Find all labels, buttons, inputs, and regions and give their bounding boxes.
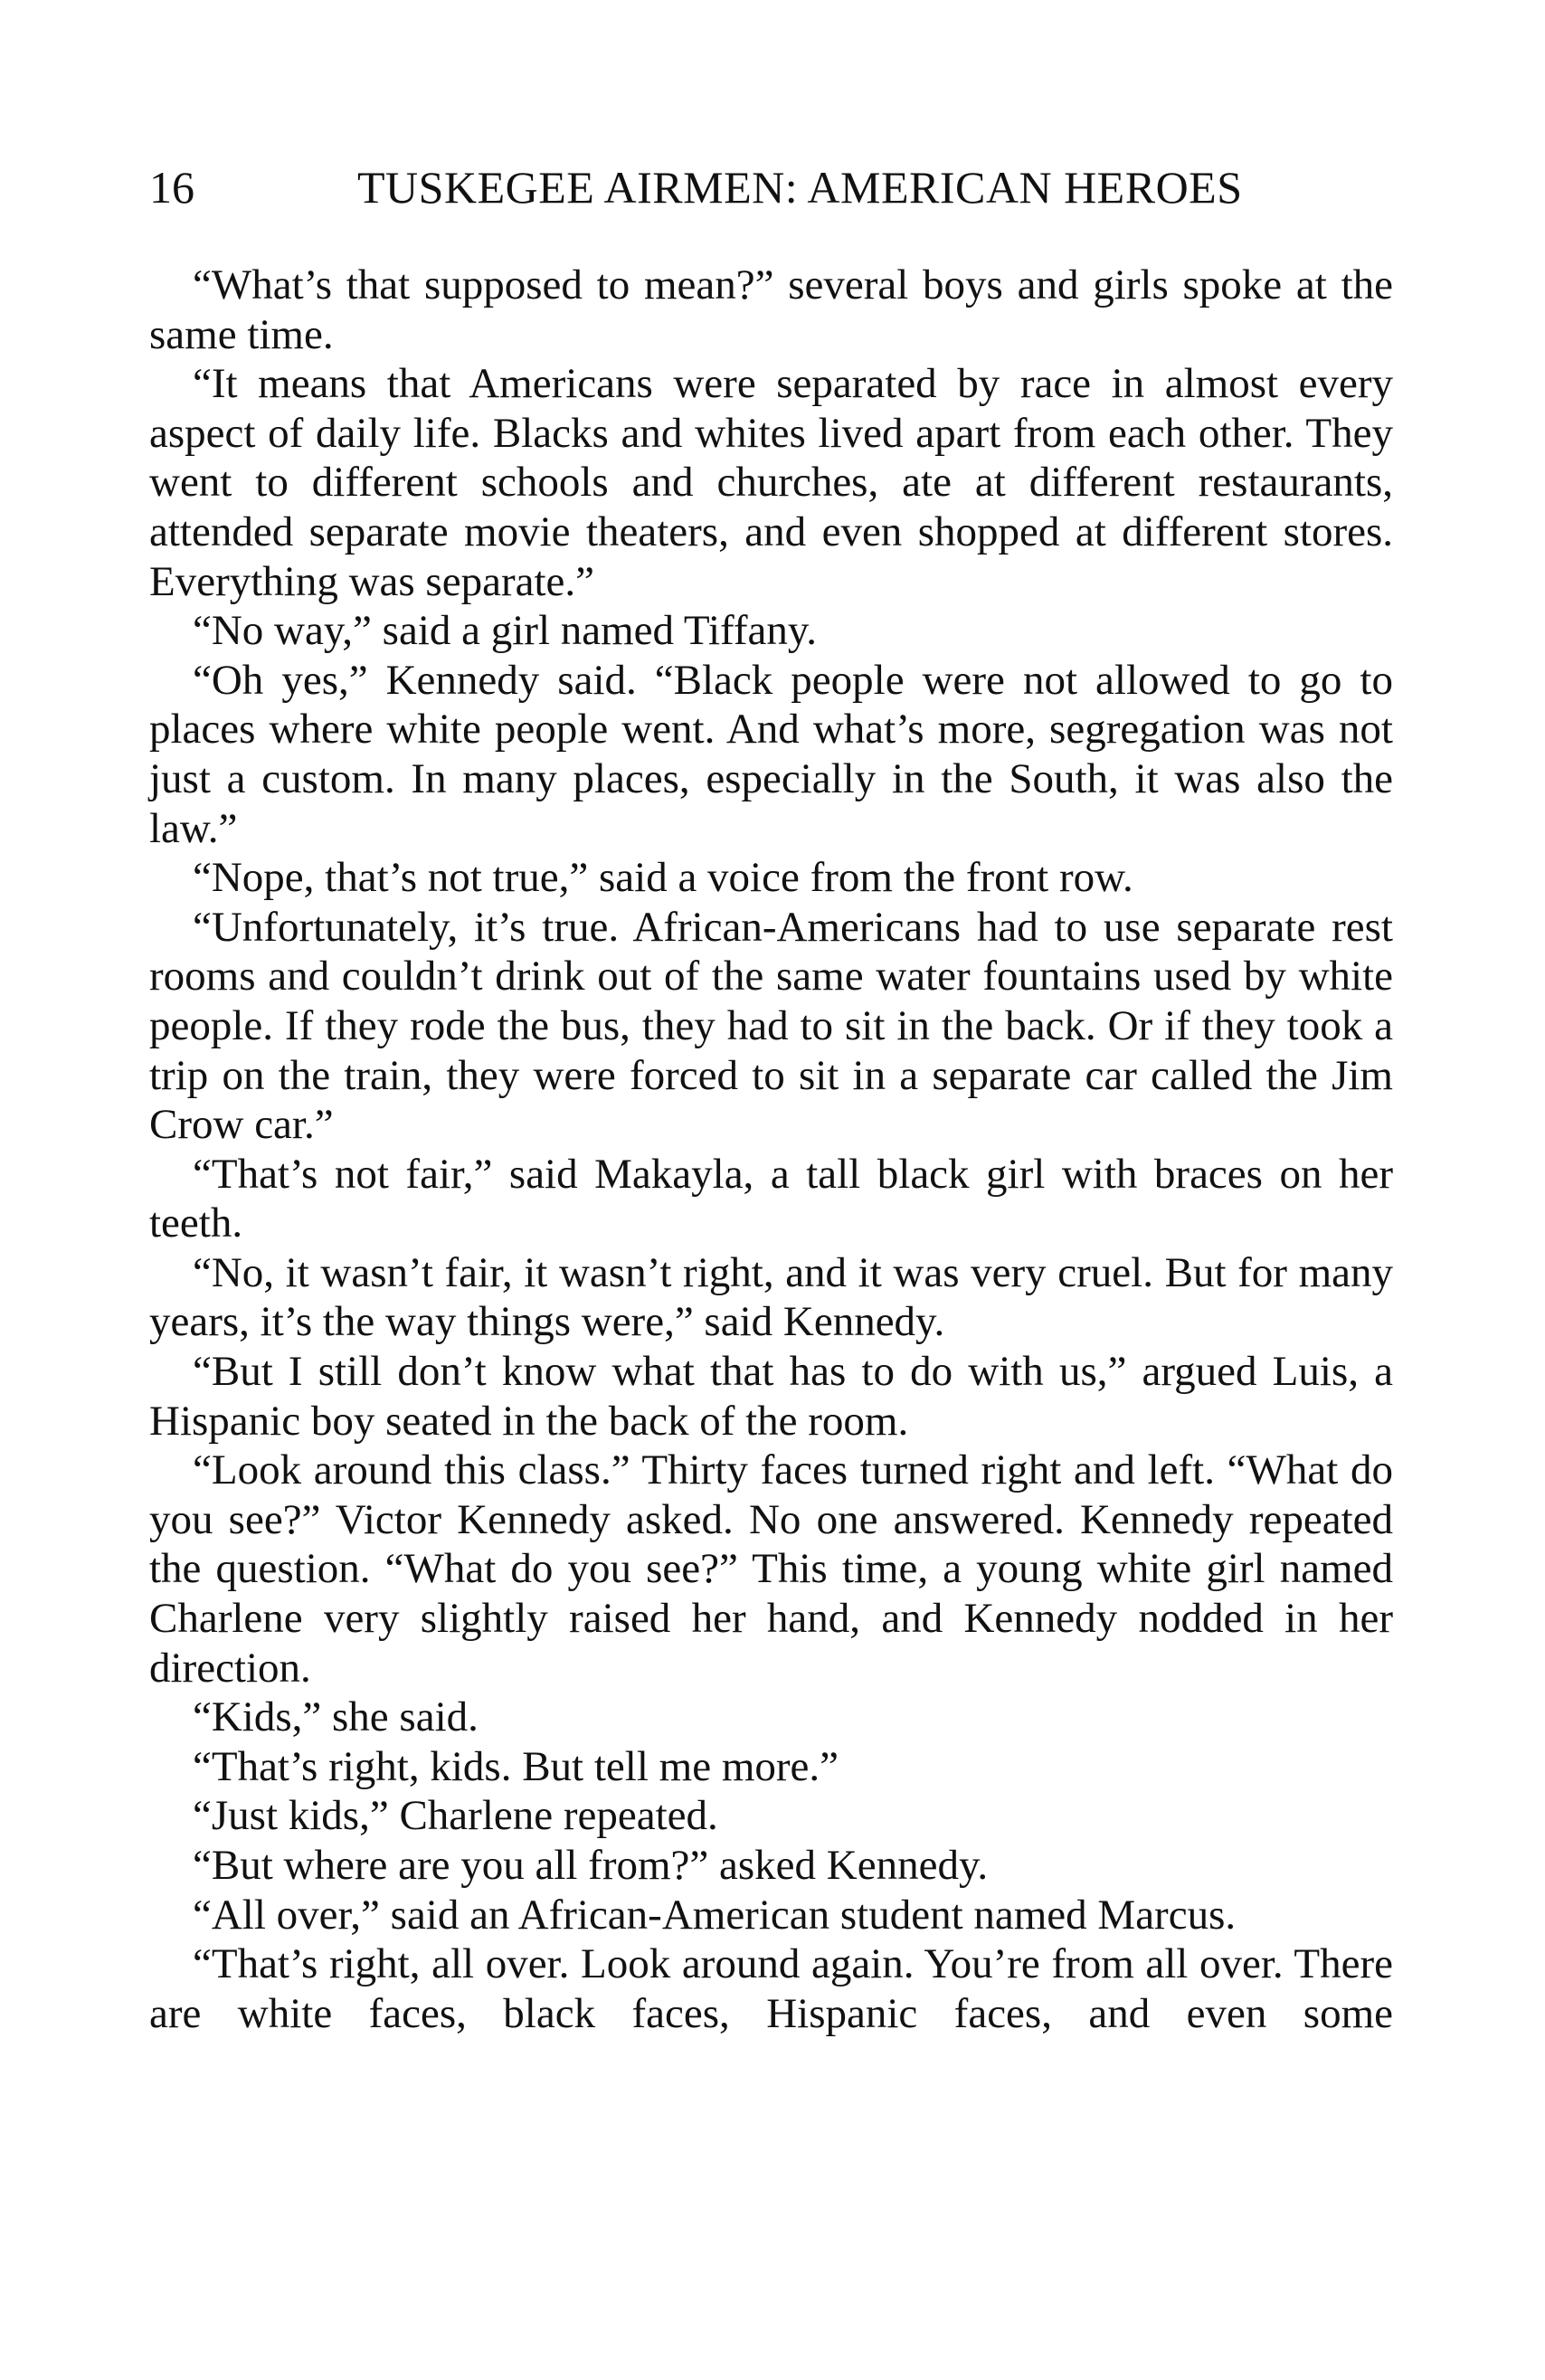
paragraph: “It means that Americans were separated by race in almost every aspect of daily life. Blacks and whites lived apart from each other. They went to different schools and churches, ate at different restaurants, attended separate movie theaters, and even shopped at different stores. Everything was separate.” <box>149 360 1393 605</box>
paragraph: “Nope, that’s not true,” said a voice from the front row. <box>193 854 1133 902</box>
book-title: TUSKEGEE AIRMEN: AMERICAN HEROES <box>357 162 1243 213</box>
paragraph: “All over,” said an African-American student named Marcus. <box>193 1891 1237 1939</box>
paragraph: “That’s right, kids. But tell me more.” <box>193 1742 839 1790</box>
paragraph: “Just kids,” Charlene repeated. <box>193 1792 718 1840</box>
paragraph: “That’s not fair,” said Makayla, a tall black girl with braces on her teeth. <box>149 1150 1393 1247</box>
paragraph: “Look around this class.” Thirty faces turned right and left. “What do you see?” Victor Kennedy asked. No one answered. Kennedy repeated the question. “What do you see?” This time, a young white girl named Charlene very slightly raised her hand, and Kennedy nodded in her direction. <box>149 1446 1393 1692</box>
paragraph: “But I still don’t know what that has to do with us,” argued Luis, a Hispanic boy seated in the back of the room. <box>149 1348 1393 1445</box>
paragraph-continued: “That’s right, all over. Look around again. You’re from all over. There are white faces, black faces, Hispanic faces, and even some <box>149 1940 1393 2037</box>
paragraph: “No way,” said a girl named Tiffany. <box>193 607 818 655</box>
paragraph: “No, it wasn’t fair, it wasn’t right, and it was very cruel. But for many years, it’s the way things were,” said Kennedy. <box>149 1248 1393 1346</box>
paragraph: “Kids,” she said. <box>193 1693 479 1741</box>
body-text <box>149 261 1393 2038</box>
paragraph: “But where are you all from?” asked Kennedy. <box>193 1842 989 1889</box>
paragraph: “Unfortunately, it’s true. African-Americans had to use separate rest rooms and couldn’t drink out of the same water fountains used by white people. If they rode the bus, they had to sit in the back. Or if they took a trip on the train, they were forced to sit in a separate car called the Jim Crow car.” <box>149 903 1393 1149</box>
running-head <box>149 156 1393 219</box>
page-number: 16 <box>149 162 194 213</box>
paragraph: “What’s that supposed to mean?” several boys and girls spoke at the same time. <box>149 261 1393 358</box>
paragraph: “Oh yes,” Kennedy said. “Black people were not allowed to go to places where white people went. And what’s more, segregation was not just a custom. In many places, especially in the South, it was also the law.” <box>149 656 1393 852</box>
